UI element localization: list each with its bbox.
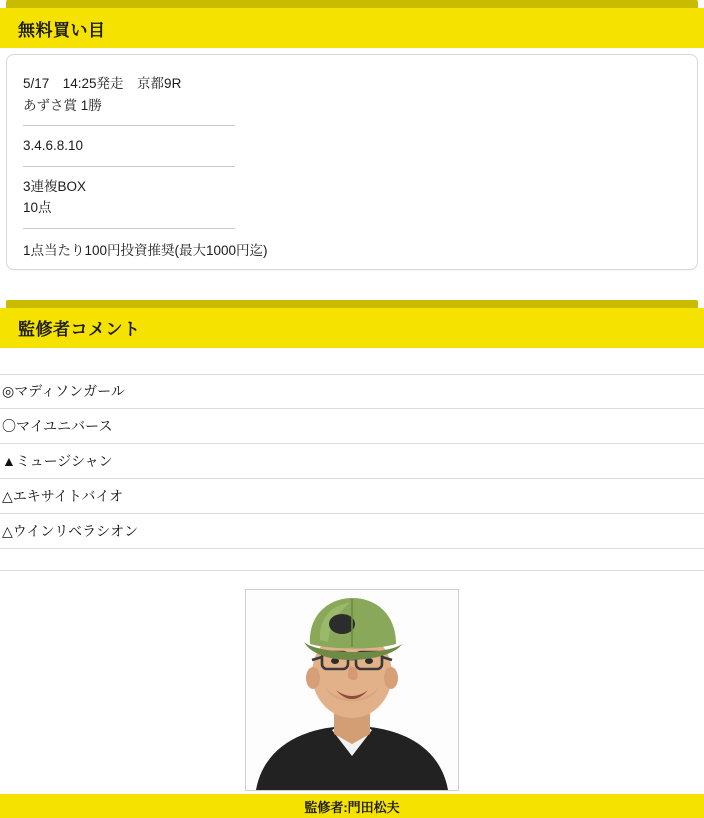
free-picks-section [0,0,704,270]
list-item: ◎マディソンガール [0,374,704,409]
list-item: △ウインリベラシオン [0,514,704,549]
list-bottom-rule [0,570,704,571]
comment-title: 監修者コメント [18,320,141,340]
race-name: あずさ賞 1勝 [23,97,102,113]
comment-section [0,300,704,791]
bet-details [23,176,681,228]
race-datetime-venue: 5/17 14:25発走 京都9R [23,76,182,91]
supervisor-portrait [245,589,459,791]
supervisor-illustration [246,590,458,790]
section-gap [0,270,704,300]
divider-2 [23,166,235,167]
free-picks-card [6,54,698,270]
portrait-caption-text: 監修者:門田松夫 [304,799,400,815]
bet-points: 10点 [23,200,52,216]
list-item: △エキサイトバイオ [0,479,704,514]
horse-list [0,348,704,571]
section-header-fold-comment [6,300,698,308]
list-item: ▲ミュージシャン [0,444,704,479]
free-picks-body [0,54,704,270]
divider-1 [23,125,235,126]
bet-type: 3連複BOX [23,178,87,194]
portrait-caption [0,794,704,818]
comment-header [0,308,704,348]
divider-3 [23,228,235,229]
list-item: 〇マイユニバース [0,409,704,444]
supervisor-portrait-wrap [0,589,704,791]
free-picks-header [0,8,704,48]
free-picks-title: 無料買い目 [18,20,106,40]
pick-numbers: 3.4.6.8.10 [23,138,84,154]
investment-note: 1点当たり100円投資推奨(最大1000円迄) [23,242,268,258]
race-info [23,73,681,125]
section-header-fold-free [6,0,698,8]
